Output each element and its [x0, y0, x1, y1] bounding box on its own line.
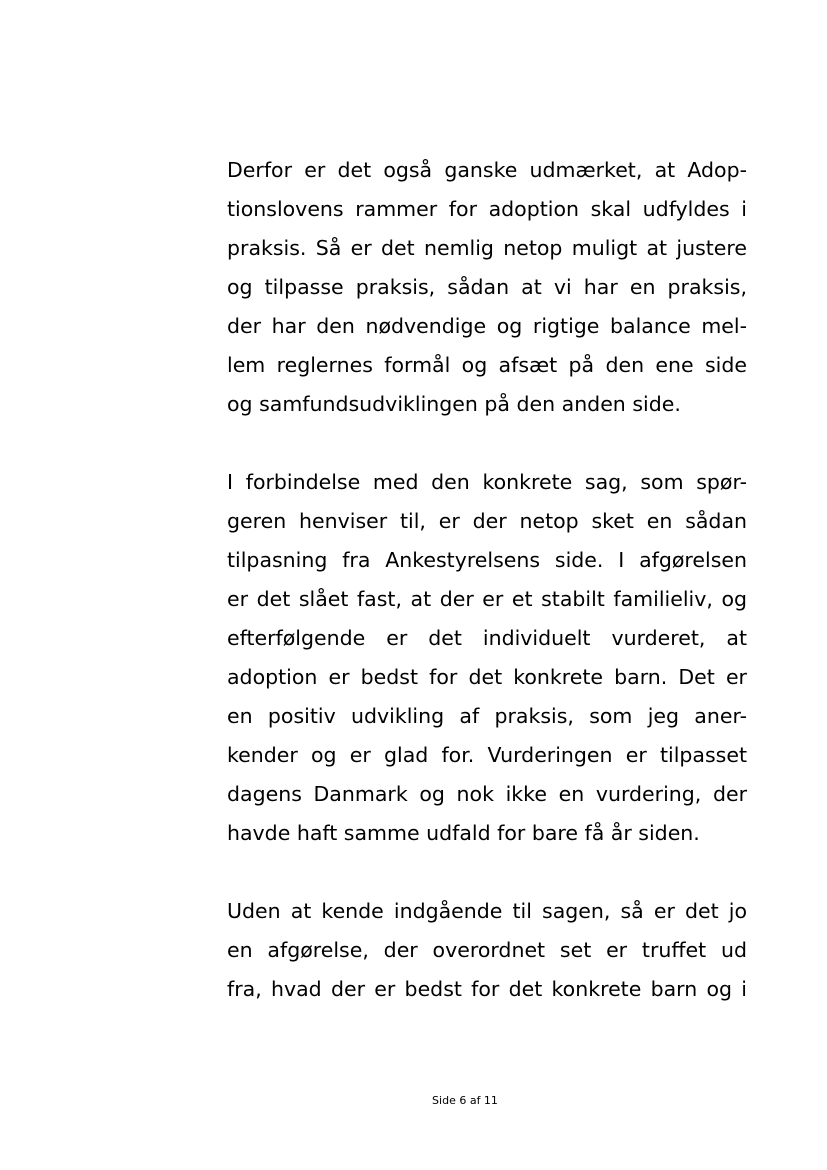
text-line: havde haft samme udfald for bare få år siden.	[227, 821, 700, 845]
paragraph-2	[227, 463, 747, 853]
text-line: tionslovens rammer for adoption skal udfyldes i	[227, 197, 747, 221]
text-line: lem reglernes formål og afsæt på den ene side	[227, 353, 747, 377]
page-footer: Side 6 af 11	[432, 1094, 498, 1107]
text-line: og samfundsudviklingen på den anden side.	[227, 392, 681, 416]
text-line: er det slået fast, at der er et stabilt familieliv, og	[227, 587, 747, 611]
text-line: Uden at kende indgående til sagen, så er det jo	[227, 899, 747, 923]
text-line: dagens Danmark og nok ikke en vurdering, der	[227, 782, 747, 806]
text-line: og tilpasse praksis, sådan at vi har en praksis,	[227, 275, 747, 299]
text-line: en afgørelse, der overordnet set er truffet ud	[227, 938, 747, 962]
text-line: geren henviser til, er der netop sket en sådan	[227, 509, 747, 533]
text-line: praksis. Så er det nemlig netop muligt at justere	[227, 236, 747, 260]
paragraph-1	[227, 151, 747, 424]
paragraph-3	[227, 892, 747, 1009]
text-line: fra, hvad der er bedst for det konkrete barn og i	[227, 977, 747, 1001]
text-line: efterfølgende er det individuelt vurderet, at	[227, 626, 747, 650]
text-line: I forbindelse med den konkrete sag, som spør-	[227, 470, 747, 494]
text-line: kender og er glad for. Vurderingen er tilpasset	[227, 743, 747, 767]
text-line: Derfor er det også ganske udmærket, at Adop-	[227, 158, 747, 182]
text-line: der har den nødvendige og rigtige balance mel-	[227, 314, 747, 338]
text-line: en positiv udvikling af praksis, som jeg aner-	[227, 704, 747, 728]
text-line: tilpasning fra Ankestyrelsens side. I afgørelsen	[227, 548, 747, 572]
text-line: adoption er bedst for det konkrete barn. Det er	[227, 665, 747, 689]
